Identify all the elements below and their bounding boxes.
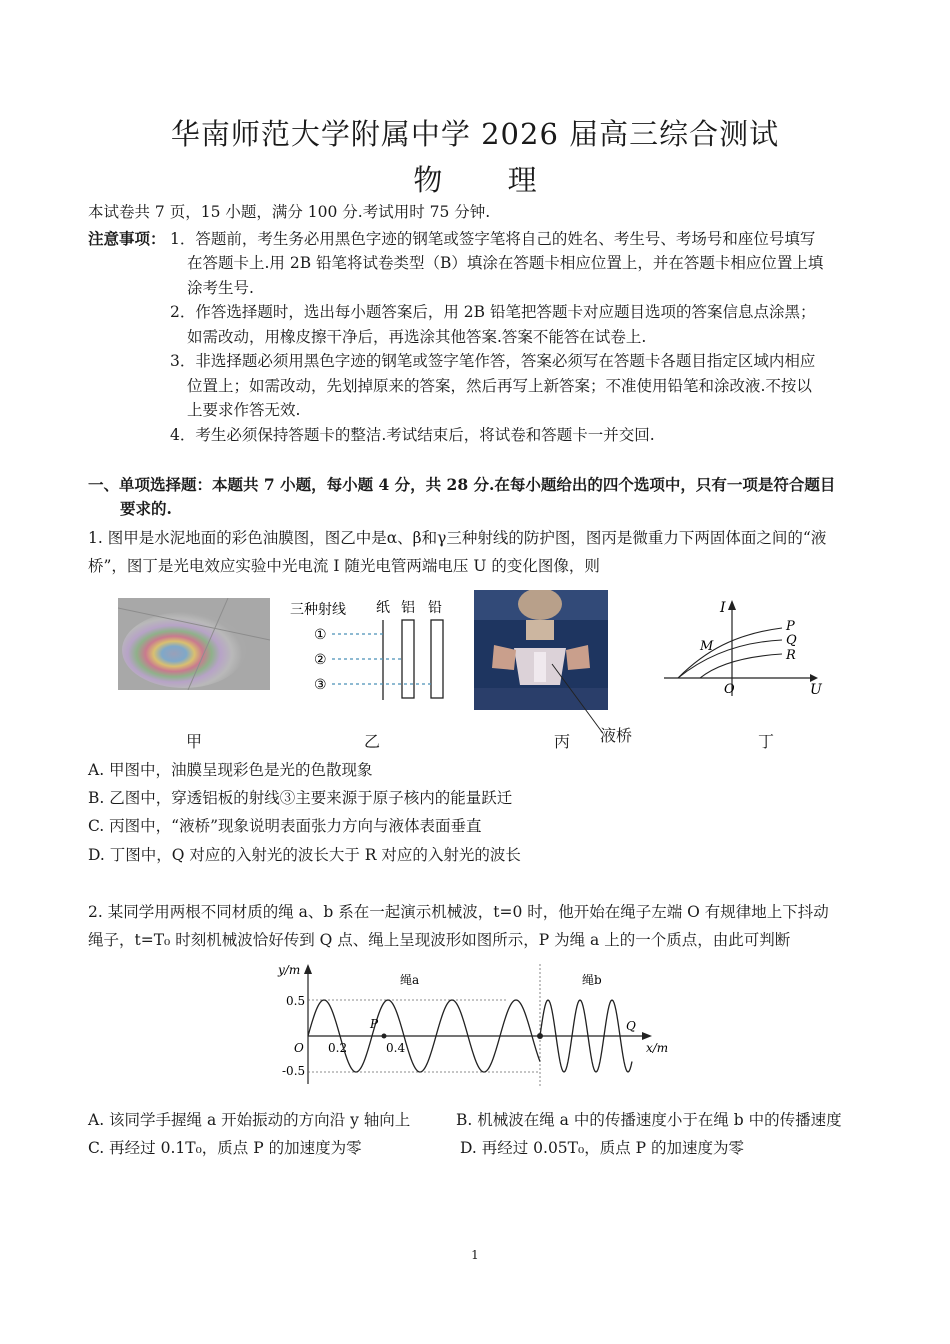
point-p-label: P [370,1017,379,1031]
curve-p-label: P [786,619,795,634]
notice-line: 如需改动，用橡皮擦干净后，再选涂其他答案.答案不能答在试卷上. [187,328,647,346]
origin-label: O [724,682,735,697]
notice-line: 4．考生必须保持答题卡的整洁.考试结束后，将试卷和答题卡一并交回. [170,426,655,444]
rope-b-label: 绳b [582,973,602,987]
q1-option-a: A. 甲图中，油膜呈现彩色是光的色散现象 [88,761,373,779]
notice-line: 2．作答选择题时，选出每小题答案后，用 2B 铅笔把答题卡对应题目选项的答案信息点涂黑； [170,303,816,321]
notice-label: 注意事项： [88,229,166,248]
axis-u-label: U [810,682,822,698]
junction-marker [537,1033,543,1039]
subject-char-2: 理 [507,163,537,197]
q1-stem-cont: 桥”，图丁是光电效应实验中光电流 I 随光电管两端电压 U 的变化图像，则 [88,557,600,575]
notice-line: 位置上；如需改动，先划掉原来的答案，然后再写上新答案；不准使用铅笔和涂改液.不按以 [187,377,812,395]
notice-line: 3．非选择题必须用黑色字迹的钢笔或签字笔作答，答案必须写在答题卡各题目指定区域内相应 [170,352,816,370]
material-aluminum: 铝 [401,600,415,616]
notice-line: 在答题卡上.用 2B 铅笔将试卷类型（B）填涂在答题卡相应位置上，并在答题卡相应位置上填 [187,254,824,272]
wave-graph [276,960,676,1090]
rope-a-label: 绳a [400,973,420,987]
curve-r-label: R [786,648,796,663]
material-paper: 纸 [376,600,390,616]
y-tick-pos: 0.5 [286,994,306,1008]
material-lead: 铅 [428,600,442,616]
axis-i-label: I [720,600,726,616]
photoelectric-iu-graph [660,596,830,706]
point-p-marker [382,1034,387,1039]
x-tick-02: 0.2 [328,1041,348,1055]
x-tick-04: 0.4 [386,1041,406,1055]
ray-1: ① [314,627,327,643]
subject-char-1: 物 [413,163,443,197]
y-tick-neg: -0.5 [282,1064,306,1078]
origin-label: O [294,1041,304,1055]
oil-film-photo [118,598,270,690]
q2-option-a: A. 该同学手握绳 a 开始振动的方向沿 y 轴向上 [88,1111,411,1129]
liquid-bridge-pointer [548,660,608,740]
fig-label-yi: 乙 [364,732,381,751]
q1-stem: 1. 图甲是水泥地面的彩色油膜图，图乙中是α、β和γ三种射线的防护图，图丙是微重力下两固体面之间的“液 [88,529,827,547]
aluminum-plate [402,620,414,698]
liquid-bridge-label: 液桥 [600,726,633,745]
q2-option-c: C. 再经过 0.1T₀，质点 P 的加速度为零 [88,1139,362,1157]
lead-plate [431,620,443,698]
q2-option-b: B. 机械波在绳 a 中的传播速度小于在绳 b 中的传播速度 [456,1111,842,1129]
fig-label-ding: 丁 [758,732,775,751]
section-heading-cont: 要求的. [120,499,172,518]
radiation-shield-diagram [288,596,458,706]
ray-3: ③ [314,677,327,693]
subject-title [0,158,950,199]
q1-option-d: D. 丁图中，Q 对应的入射光的波长大于 R 对应的入射光的波长 [88,846,521,864]
rays-header: 三种射线 [290,602,346,618]
curve-q-label: Q [786,633,797,648]
fig-label-jia: 甲 [186,732,203,751]
y-axis-label: y/m [278,963,301,977]
curve-q [678,640,782,678]
q2-stem-cont: 绳子，t=T₀ 时刻机械波恰好传到 Q 点、绳上呈现波形如图所示，P 为绳 a 上的一个质点，由此可判断 [88,931,791,949]
q2-option-d: D. 再经过 0.05T₀，质点 P 的加速度为零 [460,1139,745,1157]
q1-option-b: B. 乙图中，穿透铝板的射线③主要来源于原子核内的能量跃迁 [88,789,513,807]
q2-stem: 2. 某同学用两根不同材质的绳 a、b 系在一起演示机械波，t=0 时，他开始在绳子左端 O 有规律地上下抖动 [88,903,829,921]
point-q-label: Q [626,1019,636,1033]
curve-p [678,628,782,678]
x-axis-label: x/m [646,1041,669,1055]
exam-title: 华南师范大学附属中学 2026 届高三综合测试 [170,117,780,151]
notice-line: 涂考生号. [187,279,254,297]
section-heading: 一、单项选择题：本题共 7 小题，每小题 4 分，共 28 分.在每小题给出的四个选项中，只有一项是符合题目 [88,475,836,494]
notice-line: 1．答题前，考生务必用黑色字迹的钢笔或签字笔将自己的姓名、考生号、考场号和座位号填写 [170,230,816,248]
fig-label-bing: 丙 [554,732,571,751]
curve-r [700,654,782,678]
ray-2: ② [314,652,327,668]
page-number: 1 [471,1248,479,1262]
point-m-label: M [700,639,714,654]
q1-option-c: C. 丙图中，“液桥”现象说明表面张力方向与液体表面垂直 [88,817,482,835]
exam-intro: 本试卷共 7 页，15 小题，满分 100 分.考试用时 75 分钟. [88,203,491,221]
notice-line: 上要求作答无效. [187,401,301,419]
